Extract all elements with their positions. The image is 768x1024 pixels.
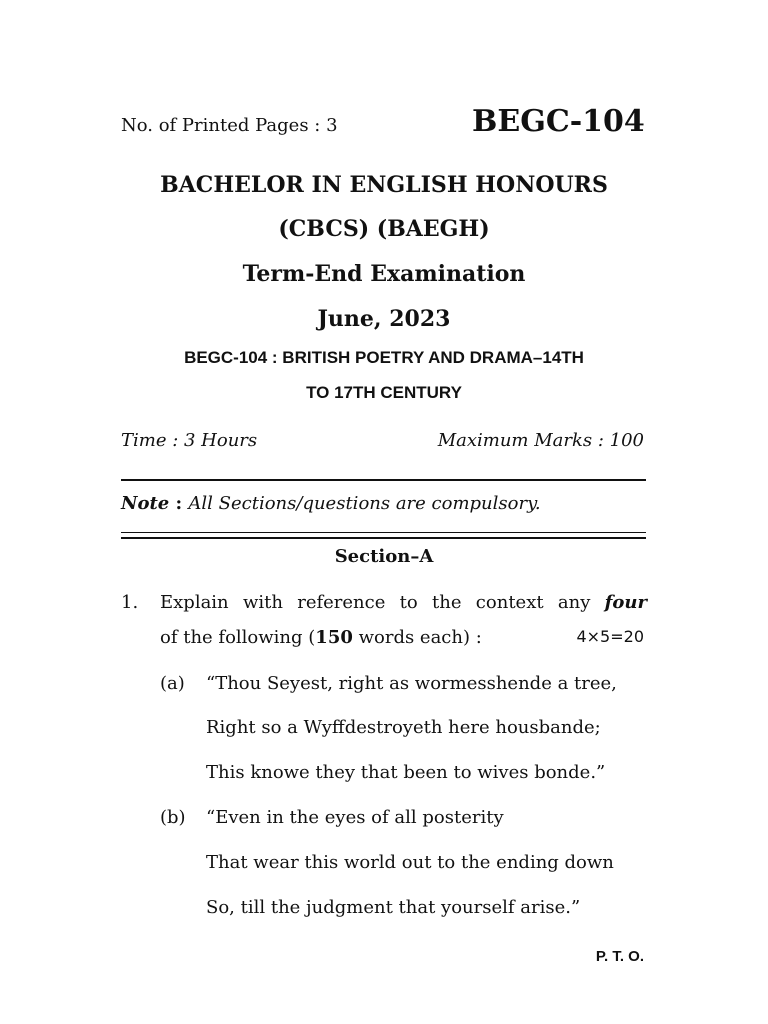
part-a-line2: Right so a Wyffdestroyeth here housbande; <box>206 717 601 738</box>
part-a-label: (a) <box>160 673 185 694</box>
note <box>121 493 541 514</box>
maximum-marks: Maximum Marks : 100 <box>437 430 644 451</box>
question-text-line2 <box>160 627 482 648</box>
part-b-label: (b) <box>160 807 186 828</box>
course-title-line1: BEGC-104 : BRITISH POETRY AND DRAMA–14TH <box>184 348 584 367</box>
section-heading: Section–A <box>334 546 434 567</box>
part-b-line1: “Even in the eyes of all posterity <box>206 807 504 828</box>
question-emphasis: four <box>604 592 647 613</box>
pto: P. T. O. <box>595 948 644 965</box>
part-b-line3: So, till the judgment that yourself arise.” <box>206 897 581 918</box>
time-allowed: Time : 3 Hours <box>121 430 258 451</box>
course-title-line2: TO 17TH CENTURY <box>306 383 462 402</box>
question-text-line1 <box>160 592 647 613</box>
divider <box>121 479 646 481</box>
divider-double-top <box>121 532 646 533</box>
programme-title: BACHELOR IN ENGLISH HONOURS <box>160 172 608 198</box>
question-text-b: of the following ( <box>160 627 316 648</box>
question-number: 1. <box>121 592 139 613</box>
question-text-a: Explain with reference to the context any <box>160 592 605 613</box>
part-b-line2: That wear this world out to the ending down <box>206 852 614 873</box>
note-separator: : <box>169 493 189 514</box>
note-text: All Sections/questions are compulsory. <box>188 493 541 514</box>
exam-title: Term-End Examination <box>242 261 526 287</box>
question-score: 4×5=20 <box>576 627 644 646</box>
exam-date: June, 2023 <box>317 306 451 332</box>
printed-pages: No. of Printed Pages : 3 <box>121 115 338 136</box>
part-a-line3: This knowe they that been to wives bonde.” <box>206 762 606 783</box>
word-count: 150 <box>315 627 353 648</box>
note-label: Note <box>121 493 170 514</box>
part-a-line1: “Thou Seyest, right as wormesshende a tree, <box>206 673 617 694</box>
course-code: BEGC-104 <box>472 104 645 139</box>
question-text-c: words each) : <box>352 627 482 648</box>
scheme-title: (CBCS) (BAEGH) <box>278 216 490 242</box>
divider-double-bottom <box>121 537 646 539</box>
